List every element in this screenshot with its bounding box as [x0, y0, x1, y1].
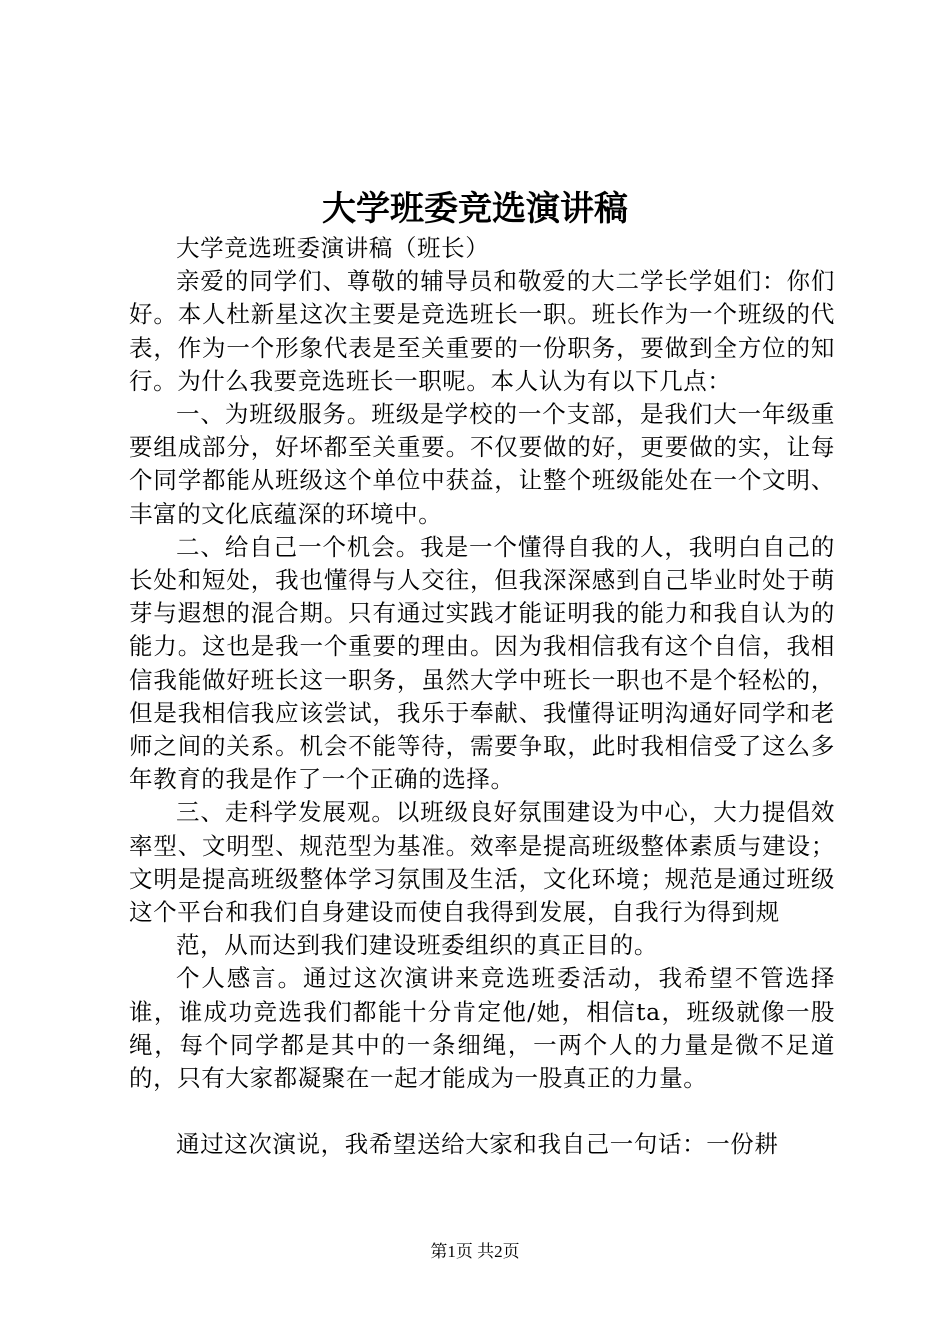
greeting-paragraph: 亲爱的同学们、尊敬的辅导员和敬爱的大二学长学姐们：你们好。本人杜新星这次主要是竞选班长一职。班长作为一个班级的代表，作为一个形象代表是至关重要的一份职务，要做到全方位的知行。为什么我要竞选班长一职呢。本人认为有以下几点： [129, 267, 835, 395]
personal-remarks-paragraph: 个人感言。通过这次演讲来竞选班委活动，我希望不管选择谁，谁成功竞选我们都能十分肯定他/她，相信ta，班级就像一股绳，每个同学都是其中的一条细绳，一两个人的力量是微不足道的，只有大家都凝聚在一起才能成为一股真正的力量。 [129, 964, 835, 1093]
closing-paragraph: 通过这次演说，我希望送给大家和我自己一句话：一份耕 [176, 1130, 779, 1159]
subtitle-paragraph: 大学竞选班委演讲稿（班长） [176, 234, 490, 262]
point-three-paragraph: 三、走科学发展观。以班级良好氛围建设为中心，大力提倡效率型、文明型、规范型为基准。效率是提高班级整体素质与建设；文明是提高班级整体学习氛围及生活，文化环境；规范是通过班级这个平台和我们自身建设而使自我得到发展，自我行为得到规 [129, 798, 835, 927]
point-three-continuation: 范，从而达到我们建设班委组织的真正目的。 [176, 931, 658, 960]
page-footer: 第1页 共2页 [430, 1242, 520, 1261]
document-body [129, 232, 835, 1161]
paragraph-spacer [129, 1095, 835, 1128]
point-two-paragraph: 二、给自己一个机会。我是一个懂得自我的人，我明白自己的长处和短处，我也懂得与人交往，但我深深感到自己毕业时处于萌芽与遐想的混合期。只有通过实践才能证明我的能力和我自认为的能力。这也是我一个重要的理由。因为我相信我有这个自信，我相信我能做好班长这一职务，虽然大学中班长一职也不是个轻松的，但是我相信我应该尝试，我乐于奉献、我懂得证明沟通好同学和老师之间的关系。机会不能等待，需要争取，此时我相信受了这么多年教育的我是作了一个正确的选择。 [129, 532, 835, 794]
point-one-paragraph: 一、为班级服务。班级是学校的一个支部，是我们大一年级重要组成部分，好坏都至关重要。不仅要做的好，更要做的实，让每个同学都能从班级这个单位中获益，让整个班级能处在一个文明、丰富的文化底蕴深的环境中。 [129, 400, 835, 528]
document-title: 大学班委竞选演讲稿 [322, 189, 628, 229]
